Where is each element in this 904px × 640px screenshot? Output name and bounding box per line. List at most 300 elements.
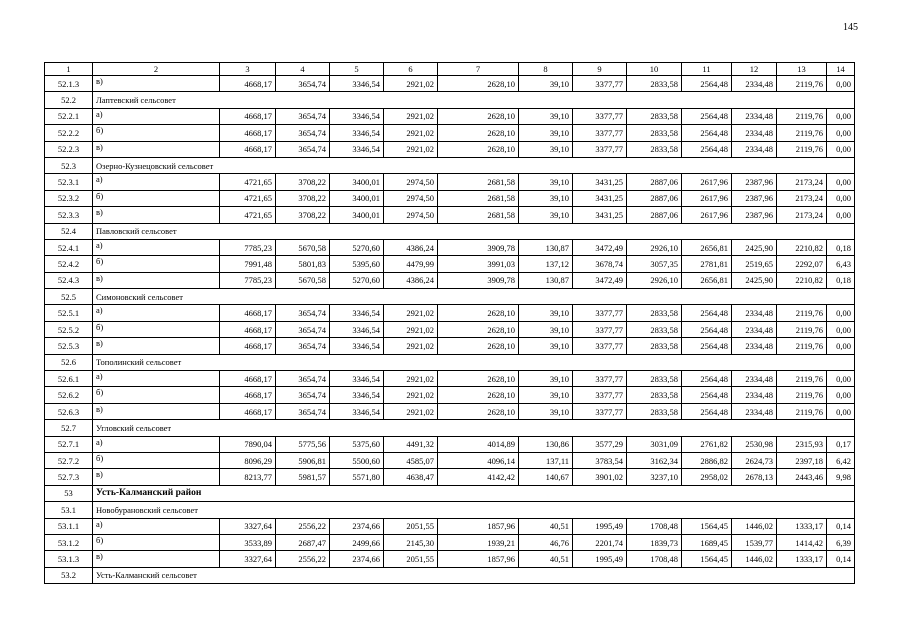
group-name: Тополинский сельсовет xyxy=(93,354,855,370)
column-header: 8 xyxy=(519,63,573,76)
table-row xyxy=(45,256,855,272)
row-code: 53.1.3 xyxy=(45,551,93,567)
table-cell: 2921,02 xyxy=(384,141,438,157)
table-cell: 2617,96 xyxy=(682,190,732,206)
table-cell: 0,18 xyxy=(827,272,855,288)
table-cell: 39,10 xyxy=(519,125,573,141)
table-cell: 3654,74 xyxy=(276,338,330,354)
group-row xyxy=(45,92,855,108)
column-header: 1 xyxy=(45,63,93,76)
row-variant: б) xyxy=(93,190,220,206)
table-cell: 4585,07 xyxy=(384,452,438,468)
table-row xyxy=(45,469,855,485)
table-cell: 2921,02 xyxy=(384,305,438,321)
table-cell: 2628,10 xyxy=(438,76,519,92)
row-variant: а) xyxy=(93,518,220,534)
table-cell: 2564,48 xyxy=(682,108,732,124)
table-cell: 3377,77 xyxy=(573,403,627,419)
table-cell: 2334,48 xyxy=(732,125,777,141)
table-cell: 39,10 xyxy=(519,387,573,403)
table-cell: 4096,14 xyxy=(438,452,519,468)
table-cell: 0,00 xyxy=(827,338,855,354)
table-cell: 2921,02 xyxy=(384,125,438,141)
group-row xyxy=(45,157,855,173)
row-variant: а) xyxy=(93,305,220,321)
table-cell: 2628,10 xyxy=(438,321,519,337)
table-cell: 2656,81 xyxy=(682,272,732,288)
row-code: 52.4.3 xyxy=(45,272,93,288)
group-row xyxy=(45,354,855,370)
table-cell: 3783,54 xyxy=(573,452,627,468)
table-cell: 2334,48 xyxy=(732,141,777,157)
table-row xyxy=(45,190,855,206)
row-variant: а) xyxy=(93,239,220,255)
table-cell: 3431,25 xyxy=(573,174,627,190)
table-cell: 3708,22 xyxy=(276,174,330,190)
table-cell: 0,00 xyxy=(827,174,855,190)
table-cell: 5270,60 xyxy=(330,239,384,255)
table-cell: 7785,23 xyxy=(220,272,276,288)
column-header: 11 xyxy=(682,63,732,76)
table-cell: 3327,64 xyxy=(220,551,276,567)
table-cell: 130,87 xyxy=(519,239,573,255)
table-cell: 2334,48 xyxy=(732,403,777,419)
table-cell: 2628,10 xyxy=(438,371,519,387)
tariff-table xyxy=(44,62,855,584)
table-cell: 3708,22 xyxy=(276,207,330,223)
table-cell: 3400,01 xyxy=(330,174,384,190)
district-row xyxy=(45,485,855,501)
table-cell: 6,42 xyxy=(827,452,855,468)
table-cell: 3654,74 xyxy=(276,141,330,157)
table-cell: 2921,02 xyxy=(384,108,438,124)
table-cell: 1857,96 xyxy=(438,551,519,567)
table-cell: 1414,42 xyxy=(777,534,827,550)
table-cell: 2681,58 xyxy=(438,207,519,223)
page-number: 145 xyxy=(843,22,858,33)
table-cell: 2628,10 xyxy=(438,125,519,141)
table-cell: 2173,24 xyxy=(777,174,827,190)
row-code: 53 xyxy=(45,485,93,501)
table-cell: 4386,24 xyxy=(384,239,438,255)
table-cell: 40,51 xyxy=(519,551,573,567)
table-cell: 2119,76 xyxy=(777,387,827,403)
table-cell: 3346,54 xyxy=(330,321,384,337)
table-cell: 130,86 xyxy=(519,436,573,452)
row-code: 52.2.1 xyxy=(45,108,93,124)
table-cell: 4668,17 xyxy=(220,321,276,337)
group-row xyxy=(45,567,855,583)
table-cell: 2119,76 xyxy=(777,76,827,92)
table-cell: 6,39 xyxy=(827,534,855,550)
table-cell: 0,18 xyxy=(827,239,855,255)
table-cell: 3577,29 xyxy=(573,436,627,452)
table-cell: 3377,77 xyxy=(573,387,627,403)
table-cell: 5801,83 xyxy=(276,256,330,272)
row-code: 52.6.2 xyxy=(45,387,93,403)
table-cell: 2887,06 xyxy=(627,190,682,206)
table-cell: 2119,76 xyxy=(777,371,827,387)
table-cell: 3472,49 xyxy=(573,272,627,288)
row-code: 52.7.2 xyxy=(45,452,93,468)
table-cell: 8096,29 xyxy=(220,452,276,468)
column-header: 9 xyxy=(573,63,627,76)
table-cell: 1839,73 xyxy=(627,534,682,550)
column-header: 14 xyxy=(827,63,855,76)
table-row xyxy=(45,321,855,337)
table-row xyxy=(45,207,855,223)
row-variant: в) xyxy=(93,141,220,157)
table-cell: 39,10 xyxy=(519,108,573,124)
row-code: 52.4 xyxy=(45,223,93,239)
table-cell: 39,10 xyxy=(519,141,573,157)
table-cell: 39,10 xyxy=(519,305,573,321)
table-cell: 2556,22 xyxy=(276,518,330,534)
table-cell: 2564,48 xyxy=(682,321,732,337)
table-cell: 2334,48 xyxy=(732,321,777,337)
table-cell: 2833,58 xyxy=(627,305,682,321)
table-cell: 3400,01 xyxy=(330,207,384,223)
table-cell: 2926,10 xyxy=(627,239,682,255)
table-cell: 2334,48 xyxy=(732,76,777,92)
table-cell: 40,51 xyxy=(519,518,573,534)
table-row xyxy=(45,436,855,452)
row-variant: а) xyxy=(93,436,220,452)
row-code: 52.2 xyxy=(45,92,93,108)
table-row xyxy=(45,403,855,419)
column-header: 2 xyxy=(93,63,220,76)
table-cell: 3472,49 xyxy=(573,239,627,255)
row-variant: а) xyxy=(93,108,220,124)
table-cell: 2119,76 xyxy=(777,305,827,321)
table-cell: 3533,89 xyxy=(220,534,276,550)
column-header: 6 xyxy=(384,63,438,76)
table-cell: 46,76 xyxy=(519,534,573,550)
table-cell: 2678,13 xyxy=(732,469,777,485)
table-cell: 3654,74 xyxy=(276,108,330,124)
table-cell: 3346,54 xyxy=(330,387,384,403)
row-code: 52.7.3 xyxy=(45,469,93,485)
table-cell: 4479,99 xyxy=(384,256,438,272)
table-cell: 5270,60 xyxy=(330,272,384,288)
row-variant: в) xyxy=(93,207,220,223)
table-cell: 2926,10 xyxy=(627,272,682,288)
table-cell: 2425,90 xyxy=(732,272,777,288)
table-cell: 137,11 xyxy=(519,452,573,468)
table-cell: 2628,10 xyxy=(438,338,519,354)
table-cell: 2564,48 xyxy=(682,305,732,321)
table-cell: 2921,02 xyxy=(384,76,438,92)
table-cell: 2628,10 xyxy=(438,403,519,419)
table-cell: 0,17 xyxy=(827,436,855,452)
row-variant: в) xyxy=(93,403,220,419)
table-cell: 2334,48 xyxy=(732,371,777,387)
table-cell: 2833,58 xyxy=(627,125,682,141)
table-cell: 2833,58 xyxy=(627,403,682,419)
table-cell: 3909,78 xyxy=(438,272,519,288)
table-cell: 2628,10 xyxy=(438,141,519,157)
table-cell: 2656,81 xyxy=(682,239,732,255)
table-row xyxy=(45,272,855,288)
row-variant: в) xyxy=(93,551,220,567)
table-row xyxy=(45,108,855,124)
table-row xyxy=(45,338,855,354)
table-row xyxy=(45,551,855,567)
table-cell: 2687,47 xyxy=(276,534,330,550)
group-name: Новобурановский сельсовет xyxy=(93,502,855,518)
row-variant: в) xyxy=(93,76,220,92)
table-row xyxy=(45,518,855,534)
table-cell: 2781,81 xyxy=(682,256,732,272)
row-code: 52.4.1 xyxy=(45,239,93,255)
table-cell: 4491,32 xyxy=(384,436,438,452)
table-cell: 2119,76 xyxy=(777,108,827,124)
table-cell: 2564,48 xyxy=(682,403,732,419)
table-cell: 2617,96 xyxy=(682,207,732,223)
table-cell: 3346,54 xyxy=(330,125,384,141)
table-cell: 0,00 xyxy=(827,76,855,92)
table-cell: 2681,58 xyxy=(438,174,519,190)
table-cell: 39,10 xyxy=(519,76,573,92)
table-cell: 2334,48 xyxy=(732,305,777,321)
table-cell: 3377,77 xyxy=(573,305,627,321)
table-cell: 4668,17 xyxy=(220,141,276,157)
table-cell: 2374,66 xyxy=(330,551,384,567)
row-variant: а) xyxy=(93,174,220,190)
table-cell: 2556,22 xyxy=(276,551,330,567)
column-header: 12 xyxy=(732,63,777,76)
table-cell: 3909,78 xyxy=(438,239,519,255)
table-cell: 2119,76 xyxy=(777,403,827,419)
row-variant: в) xyxy=(93,338,220,354)
table-cell: 0,00 xyxy=(827,108,855,124)
row-code: 52.5 xyxy=(45,289,93,305)
table-cell: 5670,58 xyxy=(276,239,330,255)
row-code: 52.6.1 xyxy=(45,371,93,387)
table-cell: 1708,48 xyxy=(627,518,682,534)
table-cell: 3346,54 xyxy=(330,108,384,124)
table-cell: 1708,48 xyxy=(627,551,682,567)
table-cell: 1939,21 xyxy=(438,534,519,550)
table-cell: 2833,58 xyxy=(627,108,682,124)
table-cell: 3057,35 xyxy=(627,256,682,272)
table-row xyxy=(45,371,855,387)
table-cell: 3327,64 xyxy=(220,518,276,534)
row-code: 52.2.3 xyxy=(45,141,93,157)
table-cell: 2519,65 xyxy=(732,256,777,272)
row-code: 52.3 xyxy=(45,157,93,173)
table-cell: 3346,54 xyxy=(330,141,384,157)
table-cell: 3654,74 xyxy=(276,403,330,419)
table-cell: 2374,66 xyxy=(330,518,384,534)
row-code: 53.1.2 xyxy=(45,534,93,550)
row-variant: в) xyxy=(93,469,220,485)
row-code: 52.3.3 xyxy=(45,207,93,223)
table-cell: 2624,73 xyxy=(732,452,777,468)
table-cell: 4668,17 xyxy=(220,387,276,403)
table-cell: 3377,77 xyxy=(573,338,627,354)
table-cell: 3654,74 xyxy=(276,305,330,321)
table-cell: 2974,50 xyxy=(384,207,438,223)
table-cell: 2921,02 xyxy=(384,338,438,354)
table-cell: 3400,01 xyxy=(330,190,384,206)
table-cell: 0,00 xyxy=(827,141,855,157)
table-cell: 39,10 xyxy=(519,174,573,190)
row-code: 53.1 xyxy=(45,502,93,518)
table-cell: 2564,48 xyxy=(682,338,732,354)
table-row xyxy=(45,387,855,403)
table-cell: 3654,74 xyxy=(276,321,330,337)
table-cell: 3237,10 xyxy=(627,469,682,485)
table-row xyxy=(45,239,855,255)
row-code: 52.4.2 xyxy=(45,256,93,272)
table-cell: 2628,10 xyxy=(438,108,519,124)
table-cell: 4014,89 xyxy=(438,436,519,452)
table-cell: 3654,74 xyxy=(276,387,330,403)
table-cell: 5395,60 xyxy=(330,256,384,272)
table-cell: 2315,93 xyxy=(777,436,827,452)
table-cell: 4668,17 xyxy=(220,403,276,419)
row-code: 52.5.3 xyxy=(45,338,93,354)
table-cell: 2564,48 xyxy=(682,76,732,92)
table-cell: 0,00 xyxy=(827,371,855,387)
table-cell: 4142,42 xyxy=(438,469,519,485)
table-cell: 2833,58 xyxy=(627,338,682,354)
table-cell: 1333,17 xyxy=(777,551,827,567)
table-cell: 2681,58 xyxy=(438,190,519,206)
row-code: 52.7.1 xyxy=(45,436,93,452)
table-cell: 2974,50 xyxy=(384,174,438,190)
table-cell: 2397,18 xyxy=(777,452,827,468)
row-code: 52.6 xyxy=(45,354,93,370)
table-cell: 39,10 xyxy=(519,190,573,206)
table-cell: 4721,65 xyxy=(220,190,276,206)
table-cell: 9,98 xyxy=(827,469,855,485)
group-name: Усть-Калманский сельсовет xyxy=(93,567,855,583)
table-cell: 2617,96 xyxy=(682,174,732,190)
table-cell: 2173,24 xyxy=(777,207,827,223)
table-cell: 2334,48 xyxy=(732,387,777,403)
group-name: Лаптевский сельсовет xyxy=(93,92,855,108)
table-cell: 0,00 xyxy=(827,387,855,403)
table-cell: 2443,46 xyxy=(777,469,827,485)
table-cell: 7785,23 xyxy=(220,239,276,255)
table-cell: 2833,58 xyxy=(627,321,682,337)
table-cell: 2833,58 xyxy=(627,76,682,92)
row-code: 52.5.1 xyxy=(45,305,93,321)
table-cell: 0,00 xyxy=(827,305,855,321)
table-cell: 2921,02 xyxy=(384,387,438,403)
table-cell: 2887,06 xyxy=(627,207,682,223)
group-row xyxy=(45,420,855,436)
table-cell: 4721,65 xyxy=(220,174,276,190)
table-cell: 2564,48 xyxy=(682,387,732,403)
column-header: 5 xyxy=(330,63,384,76)
table-cell: 4668,17 xyxy=(220,108,276,124)
table-cell: 39,10 xyxy=(519,403,573,419)
table-cell: 3431,25 xyxy=(573,207,627,223)
table-cell: 4668,17 xyxy=(220,338,276,354)
table-cell: 3162,34 xyxy=(627,452,682,468)
column-header: 10 xyxy=(627,63,682,76)
row-code: 52.3.1 xyxy=(45,174,93,190)
table-cell: 2210,82 xyxy=(777,272,827,288)
row-variant: б) xyxy=(93,256,220,272)
table-cell: 2051,55 xyxy=(384,518,438,534)
table-cell: 0,00 xyxy=(827,125,855,141)
column-header: 3 xyxy=(220,63,276,76)
table-cell: 2387,96 xyxy=(732,207,777,223)
table-cell: 4638,47 xyxy=(384,469,438,485)
table-cell: 4386,24 xyxy=(384,272,438,288)
table-cell: 2564,48 xyxy=(682,141,732,157)
table-cell: 1446,02 xyxy=(732,551,777,567)
table-cell: 1995,49 xyxy=(573,518,627,534)
table-cell: 2564,48 xyxy=(682,371,732,387)
table-cell: 4721,65 xyxy=(220,207,276,223)
group-name: Озерно-Кузнецовский сельсовет xyxy=(93,157,855,173)
table-cell: 3431,25 xyxy=(573,190,627,206)
table-cell: 130,87 xyxy=(519,272,573,288)
table-cell: 3346,54 xyxy=(330,76,384,92)
table-cell: 3346,54 xyxy=(330,305,384,321)
table-row xyxy=(45,305,855,321)
table-cell: 2387,96 xyxy=(732,190,777,206)
table-cell: 3346,54 xyxy=(330,338,384,354)
table-cell: 0,14 xyxy=(827,551,855,567)
table-cell: 137,12 xyxy=(519,256,573,272)
table-cell: 3377,77 xyxy=(573,321,627,337)
table-cell: 0,00 xyxy=(827,321,855,337)
table-body xyxy=(45,76,855,584)
table-cell: 3654,74 xyxy=(276,125,330,141)
table-cell: 39,10 xyxy=(519,207,573,223)
row-code: 52.3.2 xyxy=(45,190,93,206)
table-cell: 2886,82 xyxy=(682,452,732,468)
table-cell: 2119,76 xyxy=(777,321,827,337)
table-cell: 8213,77 xyxy=(220,469,276,485)
table-cell: 5775,56 xyxy=(276,436,330,452)
table-cell: 3654,74 xyxy=(276,76,330,92)
table-cell: 2887,06 xyxy=(627,174,682,190)
row-variant: а) xyxy=(93,371,220,387)
table-cell: 0,00 xyxy=(827,207,855,223)
table-cell: 2119,76 xyxy=(777,125,827,141)
table-cell: 4668,17 xyxy=(220,125,276,141)
table-cell: 39,10 xyxy=(519,371,573,387)
group-row xyxy=(45,289,855,305)
table-cell: 5571,80 xyxy=(330,469,384,485)
table-cell: 7991,48 xyxy=(220,256,276,272)
table-cell: 3346,54 xyxy=(330,371,384,387)
group-name: Симоновский сельсовет xyxy=(93,289,855,305)
row-code: 53.2 xyxy=(45,567,93,583)
table-cell: 3377,77 xyxy=(573,108,627,124)
table-cell: 3031,09 xyxy=(627,436,682,452)
table-cell: 39,10 xyxy=(519,321,573,337)
table-cell: 2564,48 xyxy=(682,125,732,141)
district-name: Усть-Калманский район xyxy=(93,485,855,501)
table-cell: 3346,54 xyxy=(330,403,384,419)
table-cell: 1539,77 xyxy=(732,534,777,550)
table-cell: 2051,55 xyxy=(384,551,438,567)
table-cell: 39,10 xyxy=(519,338,573,354)
row-code: 52.5.2 xyxy=(45,321,93,337)
table-cell: 3377,77 xyxy=(573,125,627,141)
table-cell: 2921,02 xyxy=(384,403,438,419)
table-row xyxy=(45,452,855,468)
table-cell: 1446,02 xyxy=(732,518,777,534)
